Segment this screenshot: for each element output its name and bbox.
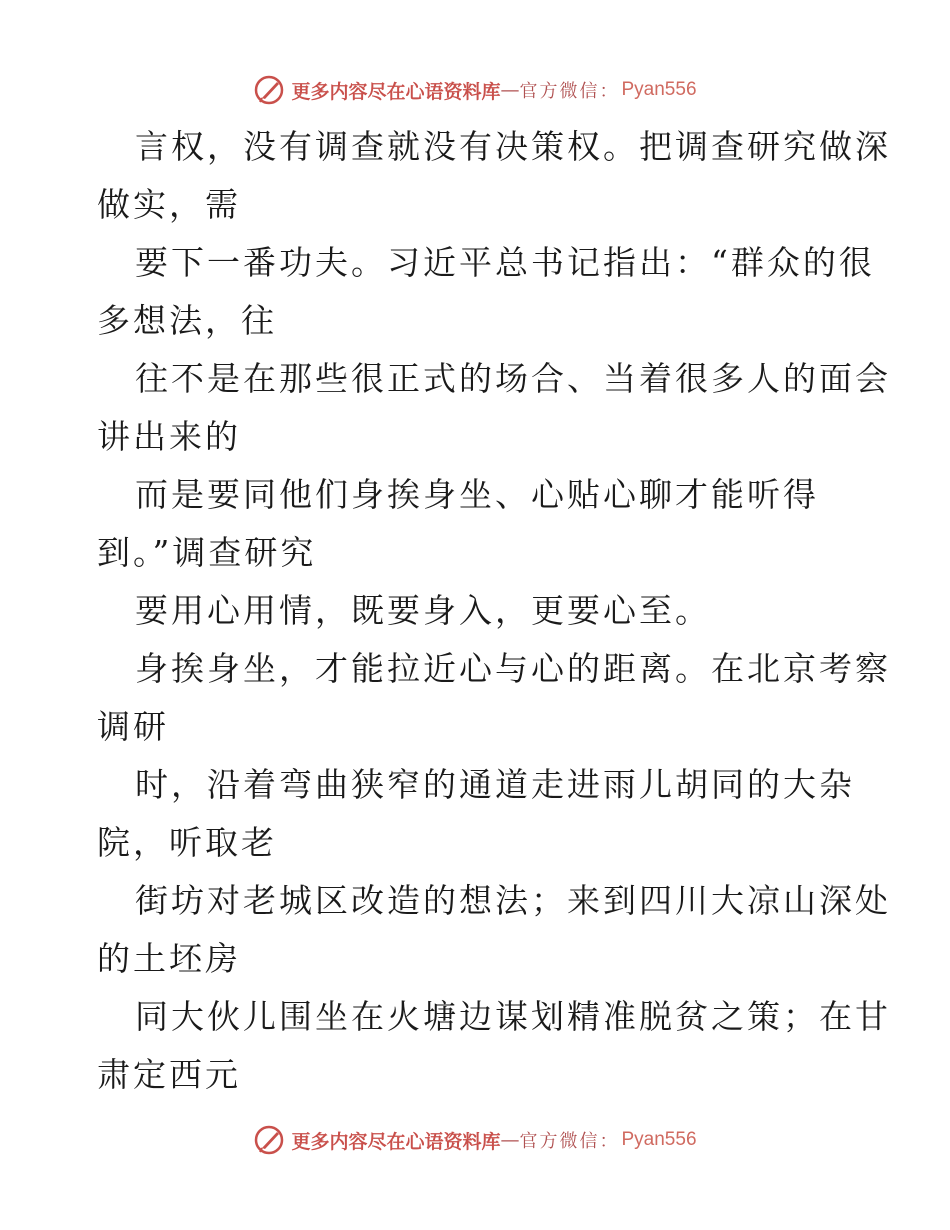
watermark-separator: — [500,79,520,101]
text-line: 同大伙儿围坐在火塘边谋划精准脱贫之策；在甘 [135,997,891,1036]
text-line: 言权，没有调查就没有决策权。把调查研究做深 [135,127,891,166]
text-line: 要用心用情，既要身入，更要心至。 [135,591,711,630]
document-body [97,118,891,1104]
footer-watermark [0,1120,950,1160]
text-line: 到。”调查研究 [97,533,317,572]
text-line: 往不是在那些很正式的场合、当着很多人的面会 [135,359,891,398]
text-line: 的土坯房 [97,939,241,978]
text-line: 而是要同他们身挨身坐、心贴心聊才能听得 [135,475,819,514]
watermark-text: 更多内容尽在心语资料库 [291,1130,501,1153]
watermark-account: Pyan556 [621,1129,697,1150]
text-line: 调研 [97,707,169,746]
watermark-label: 官方微信： [519,81,620,102]
feather-pen-logo-icon [253,1124,285,1156]
text-line: 要下一番功夫。习近平总书记指出：“群众的很 [135,243,875,282]
header-watermark [0,70,950,110]
watermark-separator: — [500,1129,520,1151]
watermark-account: Pyan556 [621,79,697,100]
text-line: 院，听取老 [97,823,277,862]
text-line: 讲出来的 [97,417,241,456]
text-line: 做实，需 [97,185,241,224]
watermark-text: 更多内容尽在心语资料库 [291,80,501,103]
feather-pen-logo-icon [253,74,285,106]
text-line: 时，沿着弯曲狭窄的通道走进雨儿胡同的大杂 [135,765,855,804]
text-line: 多想法，往 [97,301,277,340]
watermark-label: 官方微信： [519,1131,620,1152]
text-line: 肃定西元 [97,1055,241,1094]
text-line: 身挨身坐，才能拉近心与心的距离。在北京考察 [135,649,891,688]
text-line: 街坊对老城区改造的想法；来到四川大凉山深处 [135,881,891,920]
